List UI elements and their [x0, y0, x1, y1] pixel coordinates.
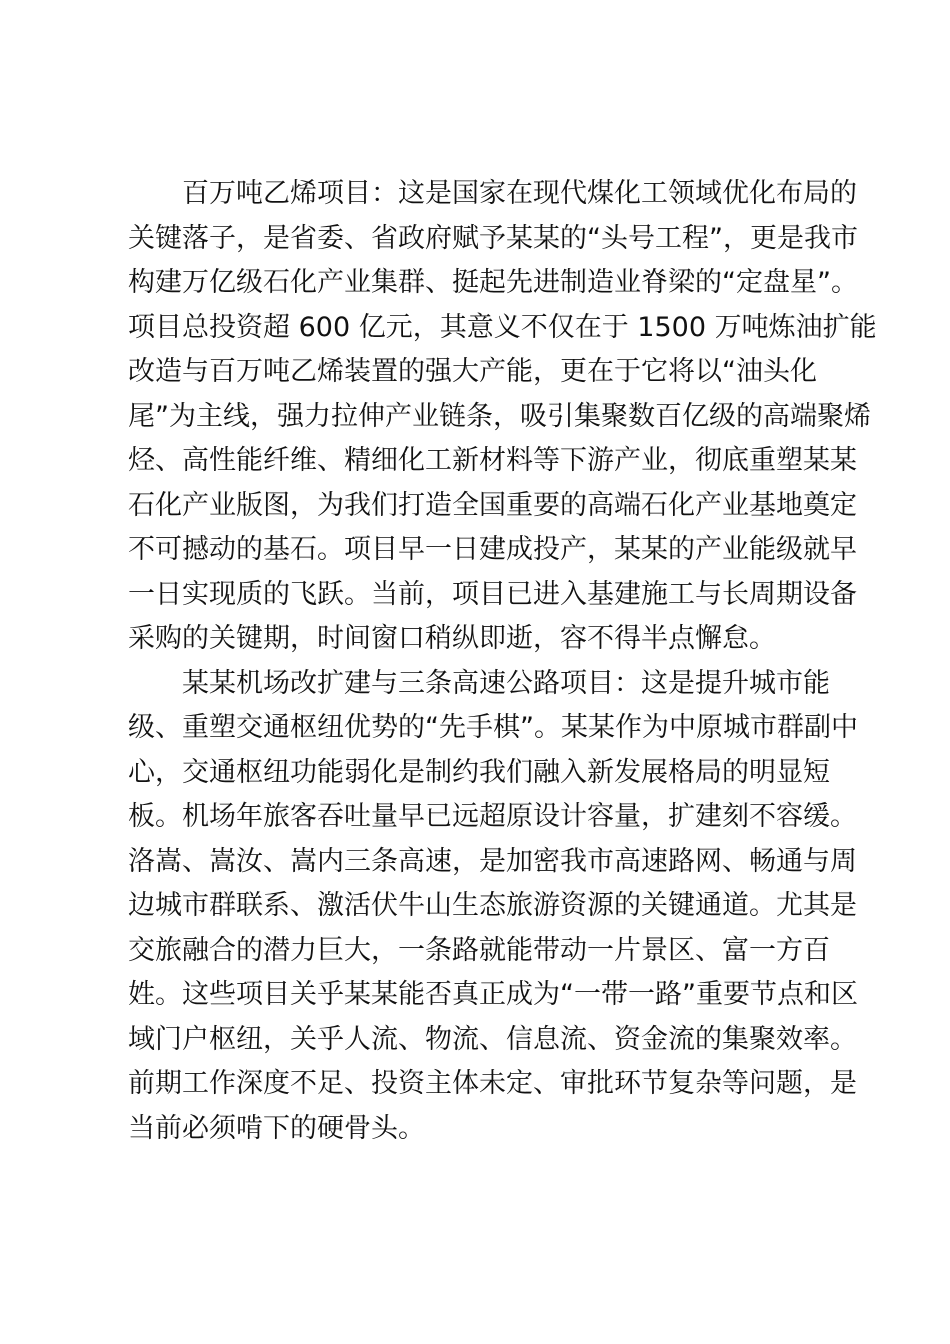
- text-line: 烃、高性能纤维、精细化工新材料等下游产业，彻底重塑某某: [128, 445, 857, 476]
- text-line: 石化产业版图，为我们打造全国重要的高端石化产业基地奠定: [128, 489, 857, 521]
- text-line: 域门户枢纽，关乎人流、物流、信息流、资金流的集聚效率。: [128, 1023, 857, 1055]
- text-line: 尾”为主线，强力拉伸产业链条，吸引集聚数百亿级的高端聚烯: [128, 400, 871, 432]
- text-line: 边城市群联系、激活伏牛山生态旅游资源的关键通道。尤其是: [128, 890, 857, 921]
- document-body: [128, 172, 877, 1151]
- text-line: 洛嵩、嵩汝、嵩内三条高速，是加密我市高速路网、畅通与周: [128, 845, 857, 877]
- paragraph-ethylene-project: [128, 172, 877, 662]
- text-line: 板。机场年旅客吞吐量早已远超原设计容量，扩建刻不容缓。: [128, 801, 857, 832]
- text-line: 构建万亿级石化产业集群、挺起先进制造业脊梁的“定盘星”。: [128, 267, 858, 298]
- text-line: 交旅融合的潜力巨大，一条路就能带动一片景区、富一方百: [128, 934, 830, 966]
- text-line: 采购的关键期，时间窗口稍纵即逝，容不得半点懈怠。: [128, 623, 776, 654]
- text-line: 前期工作深度不足、投资主体未定、审批环节复杂等问题，是: [128, 1068, 857, 1099]
- text-line: 某某机场改扩建与三条高速公路项目：这是提升城市能: [182, 667, 830, 699]
- text-line: 级、重塑交通枢纽优势的“先手棋”。某某作为中原城市群副中: [128, 712, 858, 743]
- text-line: 姓。这些项目关乎某某能否真正成为“一带一路”重要节点和区: [128, 979, 858, 1010]
- text-line: 关键落子，是省委、省政府赋予某某的“头号工程”，更是我市: [128, 222, 858, 254]
- text-line: 项目总投资超 600 亿元，其意义不仅在于 1500 万吨炼油扩能: [128, 311, 877, 343]
- text-line: 心，交通枢纽功能弱化是制约我们融入新发展格局的明显短: [128, 756, 830, 788]
- text-line: 不可撼动的基石。项目早一日建成投产，某某的产业能级就早: [128, 534, 857, 565]
- text-line: 当前必须啃下的硬骨头。: [128, 1112, 425, 1144]
- text-line: 百万吨乙烯项目：这是国家在现代煤化工领域优化布局的: [182, 178, 857, 209]
- paragraph-airport-highway-project: [128, 662, 858, 1152]
- text-line: 改造与百万吨乙烯装置的强大产能，更在于它将以“油头化: [128, 356, 817, 387]
- text-line: 一日实现质的飞跃。当前，项目已进入基建施工与长周期设备: [128, 578, 857, 610]
